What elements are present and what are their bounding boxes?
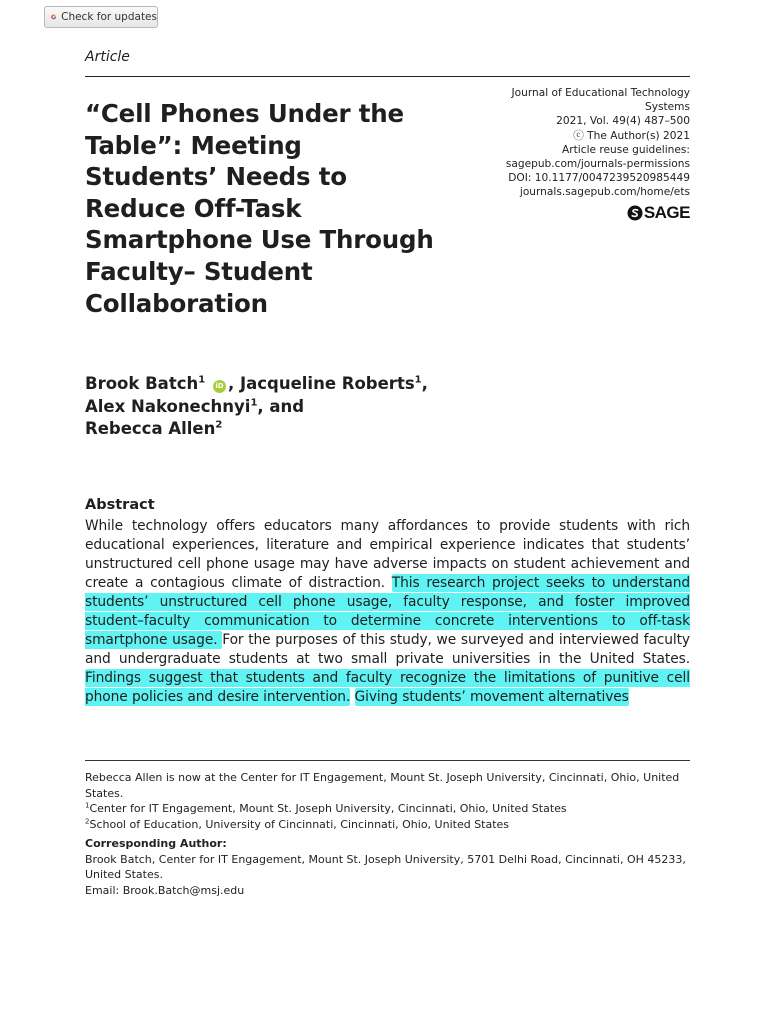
abstract-body: [85, 517, 690, 707]
sage-s-icon: [627, 205, 643, 221]
affiliation-2: [85, 817, 690, 833]
check-for-updates-label: Check for updates: [61, 11, 157, 23]
author-name: Jacqueline Roberts: [239, 374, 415, 393]
affiliation-1: [85, 801, 690, 817]
crossmark-icon: [51, 10, 56, 24]
corresponding-author-email[interactable]: Email: Brook.Batch@msj.edu: [85, 883, 245, 897]
reuse-guidelines-link[interactable]: sagepub.com/journals-permissions: [505, 158, 690, 171]
author-affiliation-sup: 1: [250, 397, 258, 408]
author-affiliation-sup: 1: [414, 374, 422, 386]
corresponding-author-address: Brook Batch, Center for IT Engagement, Mount St. Joseph University, 5701 Delhi Road, Cincinnati, OH 45233, United States.: [85, 852, 686, 881]
check-for-updates-button[interactable]: [44, 6, 158, 28]
reuse-guidelines-label: Article reuse guidelines:: [562, 143, 690, 156]
journal-copyright: ⓒ The Author(s) 2021: [573, 129, 690, 142]
abstract-text: For the purposes of this study, we surveyed and interviewed faculty and undergraduate students at two small private universities in the United States.: [85, 632, 690, 667]
author-note: Rebecca Allen is now at the Center for IT Engagement, Mount St. Joseph University, Cincinnati, Ohio, United States.: [85, 771, 680, 800]
article-type-label: Article: [85, 49, 130, 65]
abstract-heading: Abstract: [85, 497, 155, 513]
affiliation-text: School of Education, University of Cincinnati, Cincinnati, Ohio, United States: [89, 817, 510, 831]
author-affiliation-sup: 2: [215, 419, 223, 431]
footnote-divider: [85, 760, 690, 761]
abstract-text: [350, 689, 354, 705]
orcid-icon[interactable]: iD: [213, 380, 226, 393]
highlighted-text[interactable]: This research project seeks to understand students’ unstructured cell phone usage, faculty response, and foster improved student–faculty communication to determine concrete interventions to off-task smartphone usage.: [85, 575, 690, 648]
abstract-text: While technology offers educators many affordances to provide students with rich educational experiences, literature and empirical experience indicates that students’ unstructured cell phone usage may have adverse impacts on student achievement and create a contagious climate of distraction.: [85, 518, 690, 591]
footnotes: [85, 770, 690, 898]
author-affiliation-sup: 1: [198, 374, 206, 386]
author-separator: ,: [421, 374, 428, 393]
article-title: “Cell Phones Under the Table”: Meeting Students’ Needs to Reduce Off-Task Smartphone Use Through Faculty– Student Collaboration: [85, 99, 434, 318]
sage-logo: [627, 202, 690, 222]
author-name: Rebecca Allen: [85, 419, 216, 438]
author-name: Brook Batch: [85, 374, 199, 393]
journal-name: Journal of Educational Technology Systems: [511, 87, 690, 114]
journal-volume: 2021, Vol. 49(4) 487–500: [556, 115, 690, 128]
corresponding-author-heading: Corresponding Author:: [85, 837, 227, 850]
sage-logo-text: SAGE: [643, 202, 690, 222]
affiliation-text: Center for IT Engagement, Mount St. Joseph University, Cincinnati, Ohio, United States: [89, 802, 567, 815]
highlighted-text[interactable]: Giving students’ movement alternatives: [354, 689, 629, 705]
affiliation-sup: 2: [85, 816, 90, 825]
header-divider: [85, 76, 690, 77]
doi-link[interactable]: DOI: 10.1177/0047239520985449: [508, 172, 690, 185]
author-list: [85, 373, 585, 441]
journal-info: [500, 86, 690, 225]
author-separator: ,: [227, 374, 240, 393]
affiliation-sup: 1: [85, 801, 90, 810]
author-name: Alex Nakonechnyi: [85, 396, 251, 416]
highlighted-text[interactable]: Findings suggest that students and faculty recognize the limitations of punitive cell phone policies and desire intervention.: [85, 670, 690, 705]
journal-home-link[interactable]: journals.sagepub.com/home/ets: [519, 186, 690, 199]
author-separator: , and: [257, 396, 305, 416]
